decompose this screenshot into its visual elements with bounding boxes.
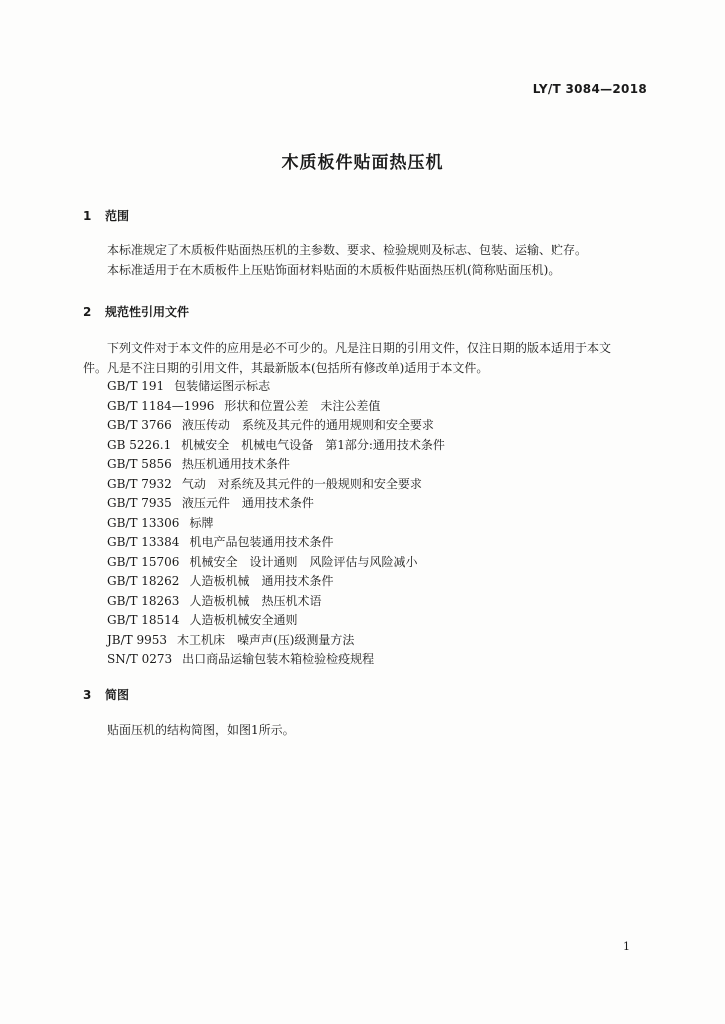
reference-title: 液压传动 系统及其元件的通用规则和安全要求 — [181, 418, 434, 432]
reference-title: 机械安全 机械电气设备 第1部分:通用技术条件 — [181, 437, 445, 452]
reference-title: 形状和位置公差 未注公差值 — [224, 398, 381, 413]
reference-title: 出口商品运输包装木箱检验检疫规程 — [182, 652, 375, 666]
reference-title: 人造板机械 通用技术条件 — [189, 574, 334, 588]
section-title: 规范性引用文件 — [105, 305, 190, 319]
reference-code: JB/T 9953 — [107, 632, 168, 647]
paragraph: 下列文件对于本文件的应用是必不可少的。凡是注日期的引用文件，仅注日期的版本适用于本文 — [107, 341, 612, 355]
reference-item — [107, 416, 445, 436]
reference-code: GB/T 7935 — [107, 496, 172, 510]
paragraph: 件。凡是不注日期的引用文件，其最新版本(包括所有修改单)适用于本文件。 — [83, 361, 489, 375]
reference-item — [107, 650, 445, 670]
reference-item — [107, 631, 445, 651]
reference-item — [107, 397, 445, 417]
paragraph: 贴面压机的结构简图，如图1所示。 — [107, 723, 295, 737]
reference-title: 液压元件 通用技术条件 — [181, 496, 314, 510]
reference-item — [107, 533, 445, 553]
section-number: 3 — [83, 688, 92, 702]
reference-code: GB 5226.1 — [107, 437, 172, 452]
section-title: 范围 — [105, 209, 130, 223]
section-heading-normative-references — [83, 303, 189, 320]
reference-code: GB/T 3766 — [107, 418, 172, 432]
reference-item — [107, 494, 445, 514]
reference-title: 气动 对系统及其元件的一般规则和安全要求 — [181, 476, 422, 491]
reference-title: 人造板机械 热压机术语 — [189, 593, 322, 608]
reference-code: GB/T 13384 — [107, 535, 180, 549]
reference-item — [107, 572, 445, 592]
reference-title: 木工机床 噪声声(压)级测量方法 — [177, 632, 355, 647]
reference-item — [107, 436, 445, 456]
reference-title: 人造板机械安全通则 — [189, 613, 298, 627]
reference-code: GB/T 18262 — [107, 574, 180, 588]
document-title: 木质板件贴面热压机 — [281, 153, 444, 173]
reference-item — [107, 592, 445, 612]
paragraph: 本标准适用于在木质板件上压贴饰面材料贴面的木质板件贴面热压机(简称贴面压机)。 — [107, 263, 561, 277]
reference-code: SN/T 0273 — [107, 652, 173, 666]
section-title: 简图 — [105, 688, 130, 702]
reference-title: 标牌 — [189, 515, 214, 530]
reference-title: 机械安全 设计通则 风险评估与风险减小 — [189, 554, 418, 569]
reference-item — [107, 377, 445, 397]
reference-code: GB/T 18514 — [107, 613, 180, 627]
reference-item — [107, 475, 445, 495]
reference-title: 热压机通用技术条件 — [181, 457, 290, 471]
reference-code: GB/T 7932 — [107, 476, 172, 491]
reference-code: GB/T 18263 — [107, 593, 180, 608]
reference-title: 机电产品包装通用技术条件 — [189, 535, 334, 549]
reference-code: GB/T 191 — [107, 379, 165, 393]
reference-code: GB/T 1184—1996 — [107, 398, 215, 413]
page-number: 1 — [623, 940, 630, 953]
reference-code: GB/T 15706 — [107, 554, 180, 569]
reference-title: 包装储运图示标志 — [174, 379, 271, 393]
reference-item — [107, 455, 445, 475]
reference-item — [107, 514, 445, 534]
paragraph: 本标准规定了木质板件贴面热压机的主参数、要求、检验规则及标志、包装、运输、贮存。 — [107, 243, 588, 257]
reference-code: GB/T 5856 — [107, 457, 172, 471]
section-number: 1 — [83, 209, 92, 223]
section-heading-scope — [83, 207, 129, 224]
reference-item — [107, 553, 445, 573]
section-heading-diagram — [83, 686, 129, 703]
reference-code: GB/T 13306 — [107, 515, 180, 530]
standard-code: LY/T 3084—2018 — [532, 82, 647, 96]
section-number: 2 — [83, 305, 92, 319]
reference-list — [107, 377, 445, 670]
reference-item — [107, 611, 445, 631]
